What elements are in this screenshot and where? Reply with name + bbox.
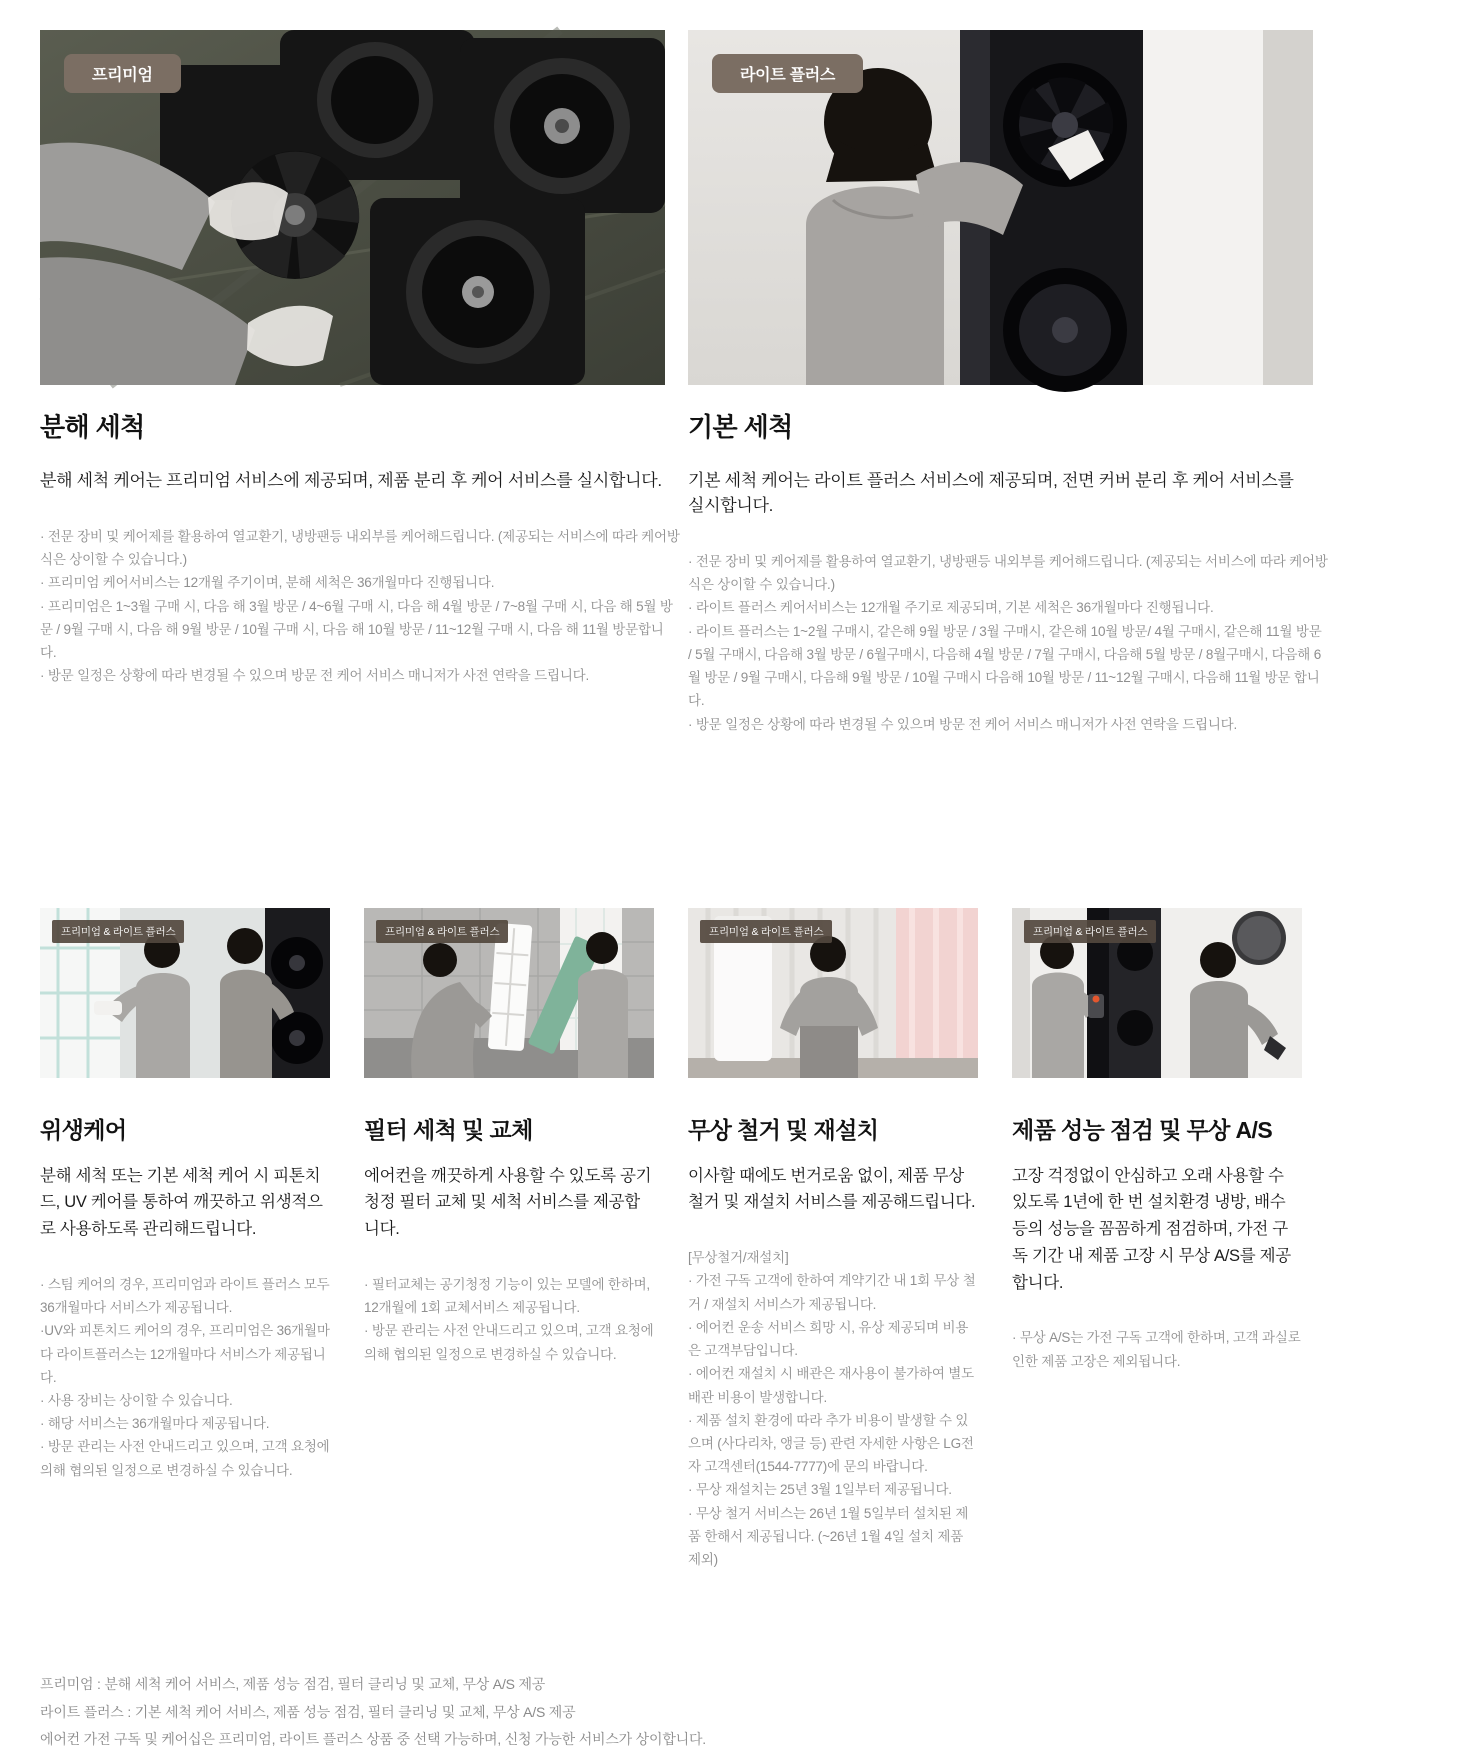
text-line: · 사용 장비는 상이할 수 있습니다. [40, 1393, 233, 1408]
text-line: · 무상 철거 서비스는 26년 1월 5일부터 설치된 제품 한해서 제공됩니다. (~26년 1월 4일 설치 제품 제외) [688, 1505, 969, 1568]
photo-filter-care [364, 908, 654, 1078]
text-line: · 제품 설치 환경에 따라 추가 비용이 발생할 수 있으며 (사다리차, 앵글 등) 관련 자세한 사항은 LG전자 고객센터(1544-7777)에 문의 바랍니다. [688, 1412, 974, 1475]
text-line: · 프리미엄 케어서비스는 12개월 주기이며, 분해 세척은 36개월마다 진행됩니다. [40, 575, 495, 591]
section-bullet-list [688, 1246, 978, 1571]
text-line: · 무상 A/S는 가전 구독 고객에 한하며, 고객 과실로 인한 제품 고장은 제외됩니다. [1012, 1330, 1301, 1369]
text-line: · 무상 재설치는 25년 3월 1일부터 제공됩니다. [688, 1482, 952, 1498]
mid-section [40, 908, 1465, 1572]
section-title: 제품 성능 점검 및 무상 A/S [1012, 1116, 1273, 1143]
text-line: 에어컨 가전 구독 및 케어십은 프리미엄, 라이트 플러스 상품 중 선택 가능하며, 신청 가능한 서비스가 상이합니다. [40, 1730, 706, 1747]
photo-hygiene-care [40, 908, 330, 1078]
text-line: [무상철거/재설치] [688, 1250, 789, 1266]
combined-badge: 프리미엄 & 라이트 플러스 [52, 920, 184, 943]
section-description: 분해 세척 케어는 프리미엄 서비스에 제공되며, 제품 분리 후 케어 서비스를 실시합니다. [40, 471, 662, 490]
footer-notes [40, 1671, 1465, 1753]
text-line: · 가전 구독 고객에 한하여 계약기간 내 1회 무상 철거 / 재설치 서비스가 제공됩니다. [688, 1273, 976, 1312]
section-title: 무상 철거 및 재설치 [688, 1116, 879, 1143]
section-description: 고장 걱정없이 안심하고 오래 사용할 수 있도록 1년에 한 번 설치환경 냉방, 배수 등의 성능을 꼼꼼하게 점검하며, 가전 구독 기간 내 제품 고장 시 무상 A/S를 제공합니다. [1012, 1166, 1291, 1292]
text-line: · 방문 관리는 사전 안내드리고 있으며, 고객 요청에 의해 협의된 일정으로 변경하실 수 있습니다. [40, 1439, 330, 1478]
text-line: ·UV와 피톤치드 케어의 경우, 프리미엄은 36개월마다 라이트플러스는 12개월마다 서비스가 제공됩니다. [40, 1323, 330, 1385]
light-plus-badge: 라이트 플러스 [712, 54, 863, 93]
text-line: · 에어컨 재설치 시 배관은 재사용이 불가하여 별도 배관 비용이 발생합니다. [688, 1366, 974, 1405]
photo-disassembly-cleaning [40, 30, 665, 385]
combined-badge: 프리미엄 & 라이트 플러스 [1024, 920, 1156, 943]
text-line: · 라이트 플러스 케어서비스는 12개월 주기로 제공되며, 기본 세척은 36개월마다 진행됩니다. [688, 600, 1214, 616]
section-description: 이사할 때에도 번거로움 없이, 제품 무상 철거 및 재설치 서비스를 제공해드립니다. [688, 1166, 976, 1212]
section-bullet-list [688, 550, 1328, 736]
combined-badge: 프리미엄 & 라이트 플러스 [700, 920, 832, 943]
section-bullet-list [1012, 1326, 1302, 1372]
text-line: · 방문 일정은 상황에 따라 변경될 수 있으며 방문 전 케어 서비스 매니저가 사전 연락을 드립니다. [40, 668, 590, 684]
text-line: · 전문 장비 및 케어제를 활용하여 열교환기, 냉방팬등 내외부를 케어해드립니다. (제공되는 서비스에 따라 케어방식은 상이할 수 있습니다.) [40, 529, 680, 568]
combined-badge: 프리미엄 & 라이트 플러스 [376, 920, 508, 943]
section-description: 분해 세척 또는 기본 세척 케어 시 피톤치드, UV 케어를 통하여 깨끗하고 위생적으로 사용하도록 관리해드립니다. [40, 1166, 323, 1239]
section-basic-cleaning [688, 30, 1328, 736]
text-line: · 에어컨 운송 서비스 희망 시, 유상 제공되며 비용은 고객부담입니다. [688, 1319, 969, 1359]
premium-badge: 프리미엄 [64, 54, 181, 93]
section-bullet-list [40, 1273, 330, 1482]
section-description: 에어컨을 깨끗하게 사용할 수 있도록 공기청정 필터 교체 및 세척 서비스를 제공합니다. [364, 1166, 652, 1239]
section-title: 분해 세척 [40, 412, 145, 442]
text-line: 라이트 플러스 : 기본 세척 케어 서비스, 제품 성능 점검, 필터 클리닝 및 교체, 무상 A/S 제공 [40, 1703, 576, 1720]
section-title: 필터 세척 및 교체 [364, 1116, 533, 1143]
photo-performance-check [1012, 908, 1302, 1078]
section-hygiene-care [40, 908, 330, 1572]
section-performance-check [1012, 908, 1302, 1572]
section-filter-care [364, 908, 654, 1572]
text-line: · 방문 관리는 사전 안내드리고 있으며, 고객 요청에 의해 협의된 일정으로 변경하실 수 있습니다. [364, 1323, 654, 1362]
section-description: 기본 세척 케어는 라이트 플러스 서비스에 제공되며, 전면 커버 분리 후 케어 서비스를 실시합니다. [688, 471, 1294, 515]
section-free-relocation [688, 908, 978, 1572]
section-bullet-list [40, 525, 680, 688]
section-title: 기본 세척 [688, 412, 793, 442]
text-line: · 해당 서비스는 36개월마다 제공됩니다. [40, 1416, 270, 1432]
section-bullet-list [364, 1273, 654, 1366]
photo-basic-cleaning [688, 30, 1313, 385]
text-line: · 전문 장비 및 케어제를 활용하여 열교환기, 냉방팬등 내외부를 케어해드립니다. (제공되는 서비스에 따라 케어방식은 상이할 수 있습니다.) [688, 554, 1328, 593]
text-line: · 프리미엄은 1~3월 구매 시, 다음 해 3월 방문 / 4~6월 구매 시, 다음 해 4월 방문 / 7~8월 구매 시, 다음 해 5월 방문 / 9월 구매 시, 다음 해 9월 방문 / 10월 구매 시, 다음 해 10월 방문 / 11~12월 구매 시, 다음 해 11월 방문합니다. [40, 598, 673, 661]
text-line: · 라이트 플러스는 1~2월 구매시, 같은해 9월 방문 / 3월 구매시, 같은해 10월 방문/ 4월 구매시, 같은해 11월 방문 / 5월 구매시, 다음해 3월 방문 / 6월구매시, 다음해 4월 방문 / 7월 구매시, 다음해 5월 방문 / 8월구매시, 다음해 6월 방문 / 9월 구매시, 다음해 9월 방문 / 10월 구매시 다음해 10월 방문 / 11~12월 구매시, 다음해 11월 방문 합니다. [688, 623, 1322, 709]
photo-free-relocation [688, 908, 978, 1078]
text-line: 프리미엄 : 분해 세척 케어 서비스, 제품 성능 점검, 필터 클리닝 및 교체, 무상 A/S 제공 [40, 1676, 546, 1693]
top-section [40, 0, 1465, 736]
text-line: · 스팀 케어의 경우, 프리미엄과 라이트 플러스 모두 36개월마다 서비스가 제공됩니다. [40, 1276, 330, 1316]
section-disassembly-cleaning [40, 30, 680, 736]
text-line: · 방문 일정은 상황에 따라 변경될 수 있으며 방문 전 케어 서비스 매니저가 사전 연락을 드립니다. [688, 716, 1238, 732]
text-line: · 필터교체는 공기청정 기능이 있는 모델에 한하며, 12개월에 1회 교체서비스 제공됩니다. [364, 1276, 650, 1316]
section-title: 위생케어 [40, 1116, 127, 1143]
